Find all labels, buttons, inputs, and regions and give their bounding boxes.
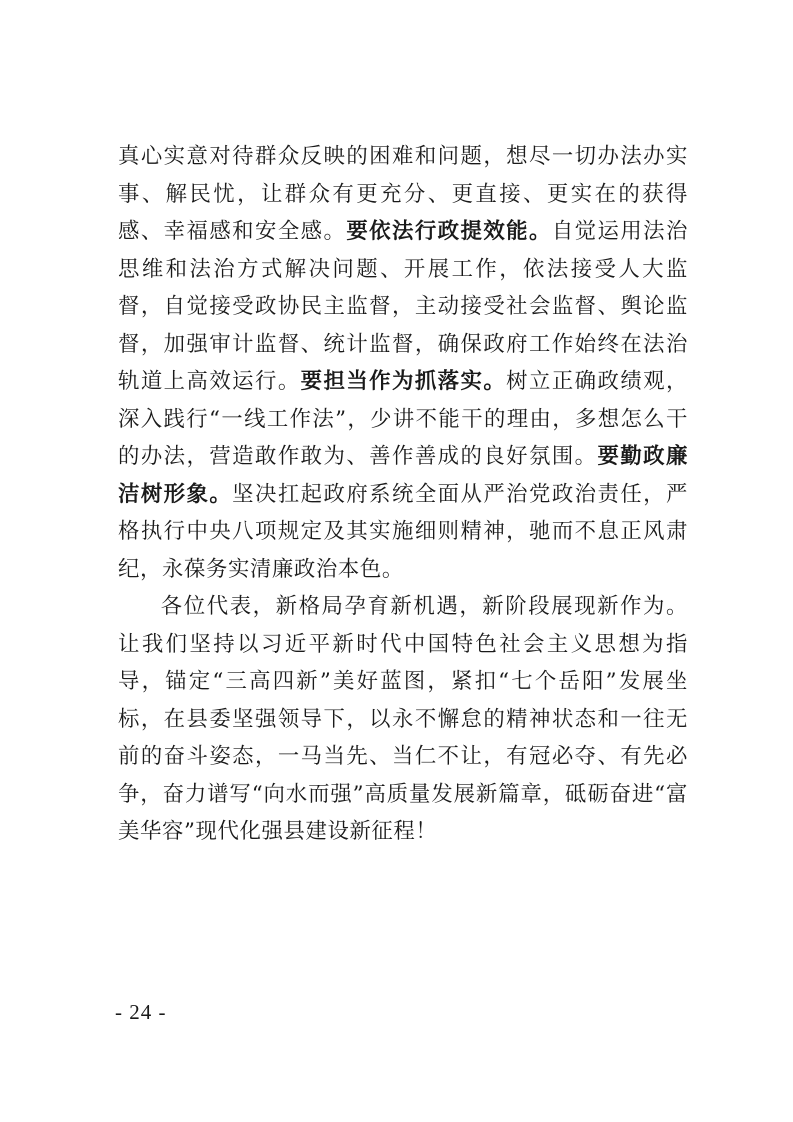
text-segment: 真心实意对待群众反映的困难和问题，想尽一切办法办实事、解民忧，让群众有更充分、更直接、更实在的获得感、幸福感和安全感。 xyxy=(118,144,688,244)
paragraph-1 xyxy=(118,138,688,588)
page-number: - 24 - xyxy=(115,1000,167,1024)
bold-heading-responsibility: 要担当作为抓落实。 xyxy=(300,369,507,394)
text-segment: 坚决扛起政府系统全面从严治党政治责任，严格执行中央八项规定及其实施细则精神，驰而不息正风肃纪，永葆务实清廉政治本色。 xyxy=(118,481,688,582)
text-segment: 各位代表，新格局孕育新机遇，新阶段展现新作为。让我们坚持以习近平新时代中国特色社会主义思想为指导，锚定“三高四新”美好蓝图，紧扣“七个岳阳”发展坐标，在县委坚强领导下，以永不懈怠的精神状态和一往无前的奋斗姿态，一马当先、当仁不让，有冠必夺、有先必争，奋力谱写“向水而强”高质量发展新篇章，砥砺奋进“富美华容”现代化强县建设新征程！ xyxy=(118,594,688,844)
text-segment: 树立正确政绩观，深入践行“一线工作法”，少讲不能干的理由，多想怎么干的办法，营造敢作敢为、善作善成的良好氛围。 xyxy=(118,369,688,469)
bold-heading-law: 要依法行政提效能。 xyxy=(346,219,552,244)
body-text xyxy=(118,138,688,851)
bold-heading-integrity: 要勤政廉洁树形象。 xyxy=(118,444,688,507)
text-segment: 自觉运用法治思维和法治方式解决问题、开展工作，依法接受人大监督，自觉接受政协民主监督，主动接受社会监督、舆论监督，加强审计监督、统计监督，确保政府工作始终在法治轨道上高效运行。 xyxy=(118,219,688,394)
paragraph-2 xyxy=(118,588,688,851)
